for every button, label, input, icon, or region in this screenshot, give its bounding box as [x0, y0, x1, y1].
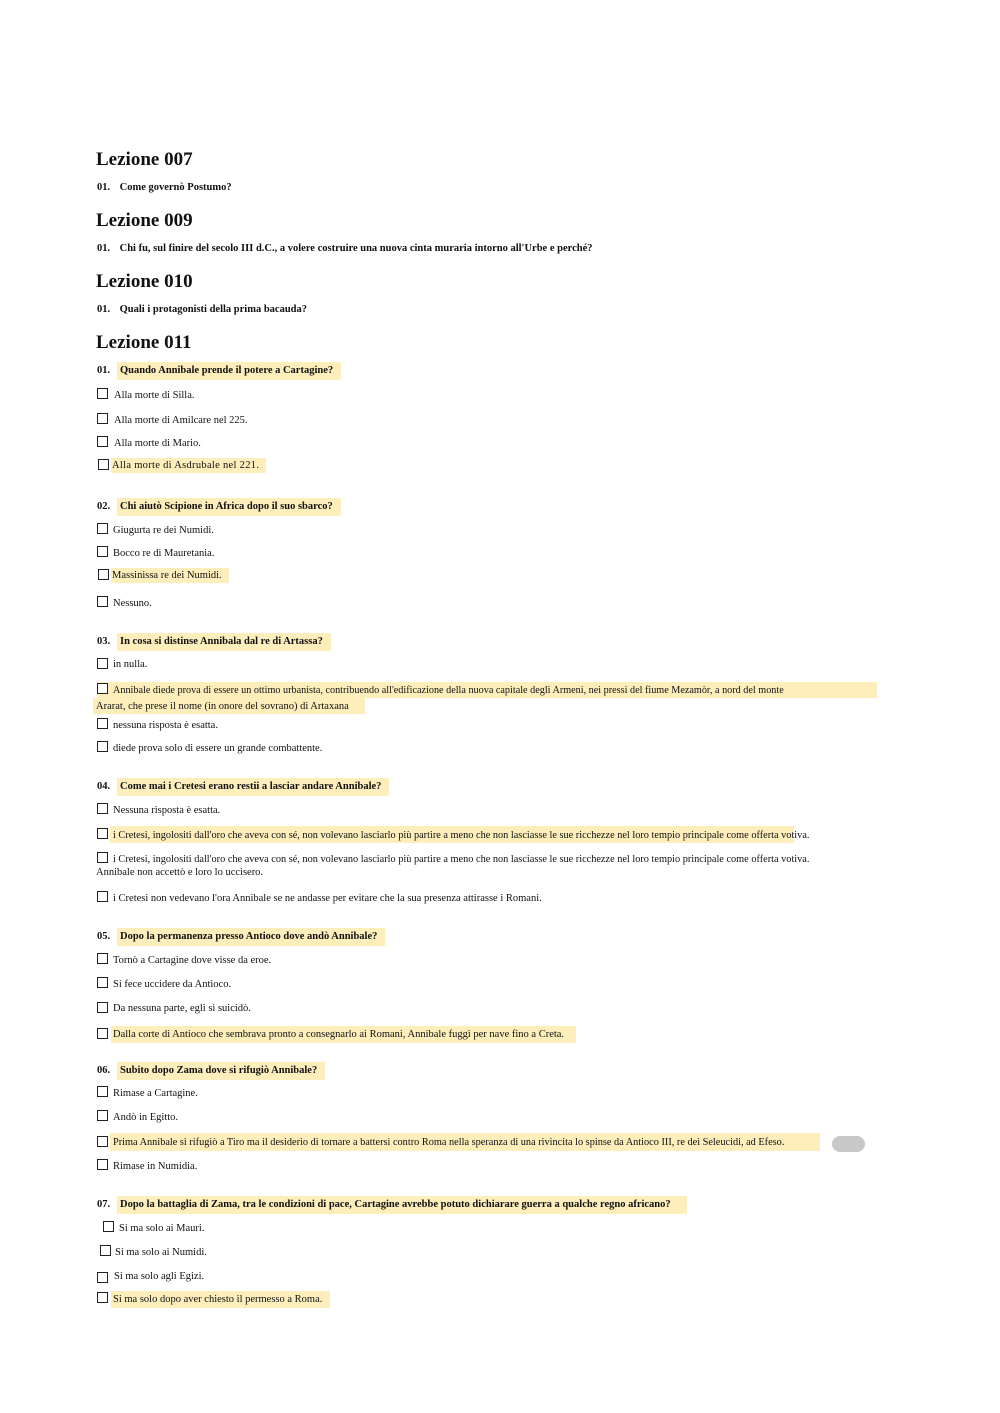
answer-checkbox[interactable]	[97, 828, 108, 839]
answer-checkbox[interactable]	[97, 953, 108, 964]
question	[97, 362, 341, 380]
question	[97, 242, 593, 256]
answer-checkbox[interactable]	[97, 891, 108, 902]
answer-text: Alla morte di Amilcare nel 225.	[114, 415, 248, 426]
answer-checkbox[interactable]	[97, 413, 108, 424]
answer-text: in nulla.	[113, 659, 148, 670]
lesson-title: Lezione 009	[96, 210, 193, 231]
answer-text: Rimase in Numidia.	[113, 1161, 198, 1172]
answer-checkbox[interactable]	[97, 523, 108, 534]
question-text: Quando Annibale prende il potere a Cartagine?	[117, 362, 341, 380]
answer-continuation: Annibale non accettò e loro lo uccisero.	[96, 867, 264, 878]
answer-checkbox[interactable]	[97, 388, 108, 399]
answer-checkbox[interactable]	[97, 803, 108, 814]
answer-text: Si ma solo dopo aver chiesto il permesso a Roma.	[111, 1291, 330, 1308]
answer-text: Da nessuna parte, egli si suicidò.	[113, 1003, 251, 1014]
answer-text: Giugurta re dei Numidi.	[113, 525, 214, 536]
question-text: Quali i protagonisti della prima bacauda?	[119, 304, 307, 315]
answer-text: Rimase a Cartagine.	[113, 1088, 198, 1099]
answer-checkbox[interactable]	[97, 1028, 108, 1039]
answer-text: i Cretesi, ingolositi dall'oro che aveva con sé, non volevano lasciarlo più partire a meno che non lasciasse le sue ricchezze nel loro tempio principale come offerta votiva.	[113, 830, 810, 841]
answer-checkbox[interactable]	[98, 459, 109, 470]
answer-checkbox[interactable]	[97, 1002, 108, 1013]
answer-checkbox[interactable]	[103, 1221, 114, 1232]
answer-text: Andò in Egitto.	[113, 1112, 179, 1123]
question-number: 03.	[97, 636, 111, 647]
annotation-marker	[832, 1136, 865, 1152]
question-number: 01.	[97, 182, 111, 193]
question-text: Dopo la battaglia di Zama, tra le condizioni di pace, Cartagine avrebbe potuto dichiarare guerra a qualche regno africano?	[117, 1196, 687, 1214]
question-number: 02.	[97, 501, 111, 512]
question-text: Dopo la permanenza presso Antioco dove andò Annibale?	[117, 928, 385, 946]
question-text: In cosa si distinse Annibala dal re di Artassa?	[117, 633, 331, 651]
answer-continuation: Ararat, che prese il nome (in onore del sovrano) di Artaxana	[96, 701, 349, 712]
lesson-title: Lezione 010	[96, 271, 193, 292]
answer-checkbox[interactable]	[97, 546, 108, 557]
answer-checkbox[interactable]	[98, 569, 109, 580]
answer-text: Si ma solo ai Mauri.	[119, 1223, 205, 1234]
answer-checkbox[interactable]	[97, 741, 108, 752]
question-number: 01.	[97, 365, 111, 376]
answer-checkbox[interactable]	[97, 1136, 108, 1147]
answer-text: Bocco re di Mauretania.	[113, 548, 215, 559]
answer-text: Prima Annibale si rifugiò a Tiro ma il desiderio di tornare a battersi contro Roma nella speranza di una rivincita lo spinse da Antioco III, re dei Seleucidi, ad Efeso.	[113, 1137, 785, 1148]
question-number: 06.	[97, 1065, 111, 1076]
question	[97, 303, 307, 317]
answer-text: Alla morte di Mario.	[114, 438, 201, 449]
answer-text: nessuna risposta è esatta.	[113, 720, 218, 731]
answer-text: Alla morte di Silla.	[114, 390, 195, 401]
question-text: Chi fu, sul finire del secolo III d.C., a volere costruire una nuova cinta muraria intorno all'Urbe e perché?	[119, 243, 593, 254]
question-text: Come governò Postumo?	[119, 182, 232, 193]
question	[97, 181, 232, 195]
question-number: 01.	[97, 304, 111, 315]
question-text: Come mai i Cretesi erano restii a lasciar andare Annibale?	[117, 778, 389, 796]
question-number: 07.	[97, 1199, 111, 1210]
question	[97, 778, 389, 796]
answer-text: Si fece uccidere da Antioco.	[113, 979, 232, 990]
question-text: Chi aiutò Scipione in Africa dopo il suo sbarco?	[117, 498, 341, 516]
answer-text: Nessuna risposta è esatta.	[113, 805, 221, 816]
question	[97, 498, 341, 516]
answer-checkbox[interactable]	[97, 596, 108, 607]
answer-checkbox[interactable]	[97, 658, 108, 669]
answer-text: i Cretesi non vedevano l'ora Annibale se ne andasse per evitare che la sua presenza attirasse i Romani.	[113, 893, 542, 904]
lesson-title: Lezione 011	[96, 332, 192, 353]
question-text: Subito dopo Zama dove si rifugiò Annibale?	[117, 1062, 325, 1080]
answer-checkbox[interactable]	[97, 1272, 108, 1283]
answer-checkbox[interactable]	[97, 852, 108, 863]
answer-text: Tornò a Cartagine dove visse da eroe.	[113, 955, 272, 966]
answer-checkbox[interactable]	[97, 1086, 108, 1097]
question	[97, 928, 385, 946]
question-number: 05.	[97, 931, 111, 942]
answer-checkbox[interactable]	[97, 1110, 108, 1121]
question	[97, 1062, 325, 1080]
answer-text: Annibale diede prova di essere un ottimo urbanista, contribuendo all'edificazione della nuova capitale degli Armeni, nei pressi del fiume Mezamòr, a nord del monte	[113, 685, 784, 696]
answer-checkbox[interactable]	[97, 436, 108, 447]
answer-text: diede prova solo di essere un grande combattente.	[113, 743, 323, 754]
answer-text: Si ma solo ai Numidi.	[115, 1247, 207, 1258]
answer-text: Alla morte di Asdrubale nel 221.	[111, 458, 266, 473]
answer-checkbox[interactable]	[97, 977, 108, 988]
question-number: 01.	[97, 243, 111, 254]
answer-text: Dalla corte di Antioco che sembrava pronto a consegnarlo ai Romani, Annibale fuggì per nave fino a Creta.	[111, 1026, 576, 1043]
answer-checkbox[interactable]	[97, 718, 108, 729]
answer-text: Si ma solo agli Egizi.	[114, 1271, 205, 1282]
answer-text: Massinissa re dei Numidi.	[111, 568, 229, 583]
answer-checkbox[interactable]	[97, 1159, 108, 1170]
lesson-title: Lezione 007	[96, 149, 193, 170]
question	[97, 633, 331, 651]
answer-checkbox[interactable]	[97, 683, 108, 694]
answer-text: Nessuno.	[113, 598, 152, 609]
answer-text: i Cretesi, ingolositi dall'oro che aveva con sé, non volevano lasciarlo più partire a meno che non lasciasse le sue ricchezze nel loro tempio principale come offerta votiva.	[113, 854, 810, 865]
answer-checkbox[interactable]	[97, 1292, 108, 1303]
answer-checkbox[interactable]	[100, 1245, 111, 1256]
question	[97, 1196, 687, 1214]
question-number: 04.	[97, 781, 111, 792]
